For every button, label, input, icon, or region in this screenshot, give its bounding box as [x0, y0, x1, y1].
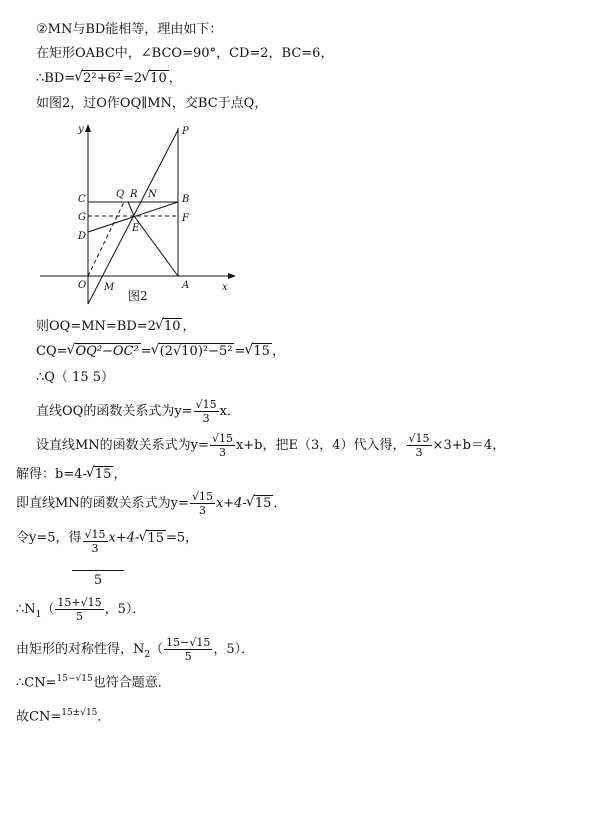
text-line-12	[16, 596, 145, 623]
l2-eq: =2	[123, 71, 143, 86]
l8-fraction-2	[407, 432, 432, 459]
l11-end: =5，	[165, 530, 199, 546]
l7-end: x．	[219, 404, 240, 420]
y-axis-arrow	[85, 124, 91, 132]
l4-radical: √ 10	[163, 318, 183, 335]
label-D: D	[78, 231, 87, 242]
text-line-11	[16, 528, 199, 556]
l14-end: 也符合题意．	[92, 675, 171, 691]
x-axis-arrow	[228, 273, 236, 279]
l12-den: 5	[76, 610, 84, 624]
l2-radical: √ 2²+6²	[82, 70, 123, 87]
l8-mid: x+b，把E（3，4）代入得，	[235, 438, 406, 454]
l10-end: ．	[273, 496, 287, 512]
l12-open: （	[41, 602, 55, 618]
text-line-14	[16, 674, 171, 691]
l7-den: 3	[202, 412, 210, 426]
l4-prefix: 则OQ=MN=BD=2	[36, 319, 156, 334]
l9-end: ，	[113, 467, 127, 482]
text-line-5	[36, 343, 285, 360]
l13-prefix: 由矩形的对称性得，N	[16, 642, 145, 658]
label-G: G	[78, 212, 86, 223]
line-RE	[128, 202, 134, 216]
l8-den: 3	[218, 446, 226, 460]
l10-mid: x+4-	[215, 496, 247, 512]
l5-eq2: =	[234, 344, 246, 359]
text-line-12-top: 5	[72, 570, 124, 589]
label-O: O	[78, 280, 87, 291]
l10-prefix: 即直线MN的函数关系式为y=	[16, 496, 189, 512]
l2-prefix: ∴BD=	[36, 71, 76, 86]
label-B: B	[182, 194, 190, 205]
l12-fraction	[55, 596, 103, 623]
label-C: C	[78, 194, 86, 205]
l4-end: ，	[182, 319, 196, 334]
text-line-8	[36, 432, 505, 459]
label-P: P	[182, 126, 189, 137]
l5-radical-3: √ 15	[252, 343, 272, 360]
l8-fraction	[210, 432, 235, 459]
l5-end: ，	[271, 344, 285, 359]
l8-num: √15	[211, 432, 233, 445]
l14-prefix: ∴CN=	[16, 675, 57, 691]
l15-end: ．	[97, 709, 111, 725]
l15-num: 15±√15	[61, 708, 98, 718]
l2-radical-2: √ 10	[149, 70, 169, 87]
label-E: E	[132, 223, 140, 234]
l13-end: ，5）．	[213, 642, 255, 658]
l11-fraction	[83, 528, 108, 556]
text-line-1: 在矩形OABC中，∠BCO=90°，CD=2，BC=6，	[36, 46, 334, 61]
l10-den: 3	[198, 504, 206, 518]
label-F: F	[182, 213, 189, 224]
l11-prefix: 令y=5，得	[16, 530, 82, 546]
line-EA	[134, 216, 178, 276]
l12-prefix: ∴N	[16, 602, 36, 618]
l10-fraction	[190, 490, 215, 517]
l13-sub: 2	[144, 649, 151, 660]
label-R: R	[130, 189, 138, 200]
l7-prefix: 直线OQ的函数关系式为y=	[36, 404, 193, 420]
text-line-2	[36, 70, 182, 87]
l10-radical: √ 15	[254, 495, 274, 512]
l13-fraction	[164, 636, 212, 663]
line-OQ	[88, 202, 124, 276]
label-y: y	[78, 124, 84, 135]
l15-prefix: 故CN=	[16, 709, 62, 725]
l5-radical-2: √ (2√10)²−5²	[159, 343, 235, 360]
l14-num: 15−√15	[56, 674, 93, 684]
l9-radical: √ 15	[94, 466, 114, 483]
text-line-10	[16, 490, 286, 517]
text-line-9	[16, 466, 126, 483]
text-line-15	[16, 708, 110, 725]
label-x: x	[222, 282, 228, 293]
text-line-6-partial: ∴Q（ 15 5）	[36, 370, 115, 385]
l7-fraction	[194, 398, 219, 425]
l12-end: ，5）．	[104, 602, 146, 618]
label-N: N	[148, 189, 157, 200]
figure-2	[36, 118, 276, 318]
l8-prefix: 设直线MN的函数关系式为y=	[36, 438, 209, 454]
text-line-4	[36, 318, 196, 335]
part-heading: ②MN与BD能相等，理由如下：	[36, 22, 223, 37]
l8-num-2: √15	[408, 432, 430, 445]
l5-radical-1: √ OQ²−OC²	[75, 343, 141, 360]
l12-num: 15+√15	[57, 596, 102, 609]
l5-prefix: CQ=	[36, 344, 68, 359]
l8-den-2: 3	[415, 446, 423, 460]
text-line-13	[16, 636, 254, 663]
l13-den: 5	[184, 650, 192, 664]
l5-eq: =	[140, 344, 152, 359]
l11-num: √15	[84, 528, 106, 541]
l12-sub: 1	[35, 609, 42, 620]
text-line-3: 如图2，过O作OQ∥MN，交BC于点Q，	[36, 96, 268, 111]
text-line-7	[36, 398, 240, 425]
l10-num: √15	[191, 490, 213, 503]
l8-end: ×3+b＝4，	[432, 438, 506, 454]
figure-caption: 图2	[128, 289, 148, 303]
l2-end: ，	[168, 71, 182, 86]
l11-mid: x+4-	[108, 530, 140, 546]
l11-den: 3	[91, 542, 99, 556]
l13-open: （	[150, 642, 164, 658]
l9-prefix: 解得：b=4-	[16, 467, 87, 482]
label-Q: Q	[116, 189, 125, 200]
label-M: M	[104, 282, 115, 293]
l13-num: 15−√15	[166, 636, 211, 649]
l11-radical: √ 15	[146, 530, 166, 547]
label-A: A	[182, 280, 190, 291]
l7-num: √15	[195, 398, 217, 411]
